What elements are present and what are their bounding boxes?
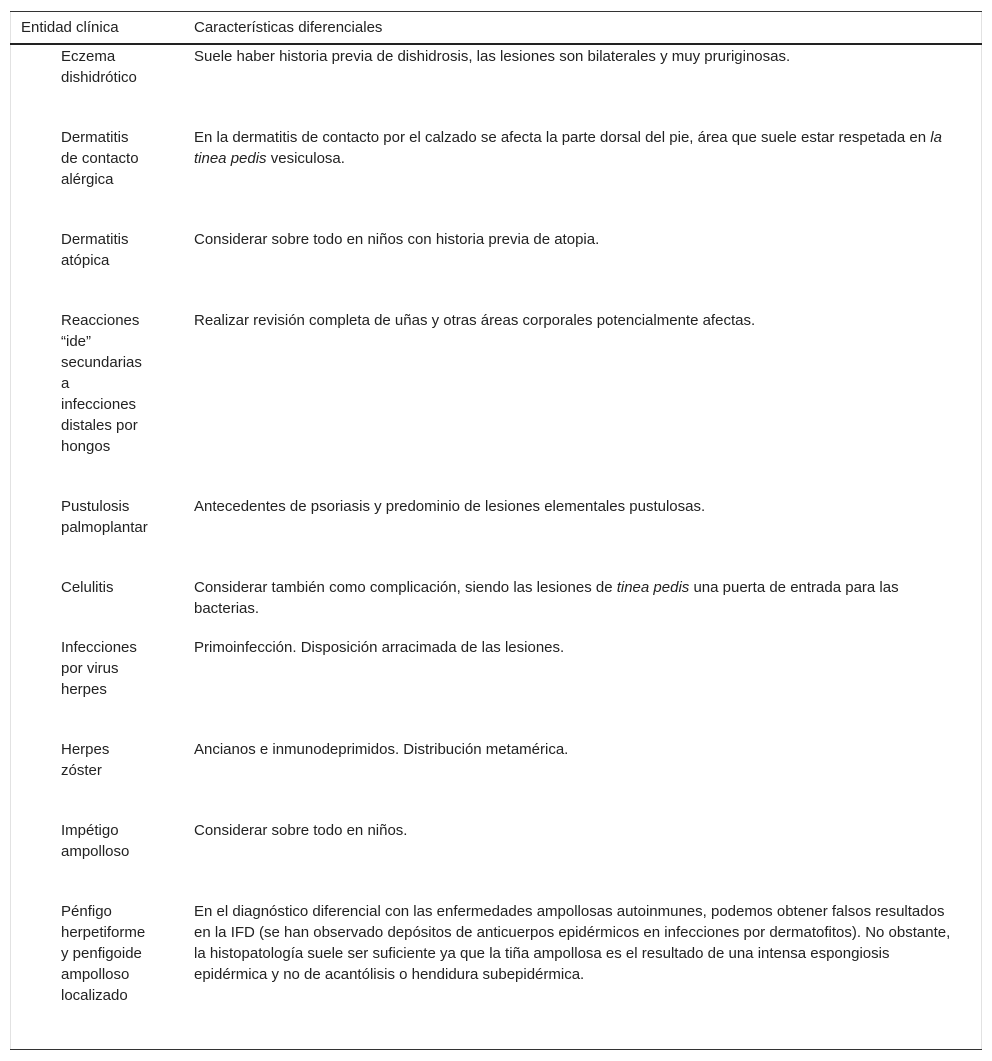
header-features: Características diferenciales [194,19,383,36]
features-text: En el diagnóstico diferencial con las enfermedades ampollosas autoinmunes, podemos obtener falsos resultados en la IFD (se han observado depósitos de anticuerpos epidérmicos en infecciones por dermatofitos). No obstante, la histopatología suele ser suficiente ya que la tiña ampollosa es el resultado de una intensa espongiosis epidérmica y no de acantólisis o hendidura subepidérmica. [194,903,951,983]
features-text: Realizar revisión completa de uñas y otras áreas corporales potencialmente afectas. [194,312,756,329]
entity-line: por virus [61,660,119,677]
table-top-rule [10,11,982,12]
features-cell [194,901,964,985]
entity-cell [61,496,161,538]
entity-line: Reacciones [61,312,140,329]
features-text: Considerar sobre todo en niños con historia previa de atopia. [194,231,600,248]
entity-line: ampolloso [61,966,130,983]
entity-cell [61,310,161,457]
entity-cell [61,577,161,598]
entity-line: ampolloso [61,843,130,860]
entity-line: y penfigoide [61,945,142,962]
entity-line: Dermatitis [61,129,129,146]
table-bottom-rule [10,1049,982,1050]
features-cell [194,496,964,517]
features-text: Ancianos e inmunodeprimidos. Distribución metamérica. [194,741,569,758]
entity-line: zóster [61,762,102,779]
features-cell [194,820,964,841]
header-rule [10,43,982,45]
features-italic: la tinea pedis [194,129,942,167]
entity-line: Pustulosis [61,498,130,515]
entity-cell [61,127,161,190]
entity-line: de contacto [61,150,139,167]
entity-line: Infecciones [61,639,137,656]
features-text: Considerar sobre todo en niños. [194,822,408,839]
features-text: Considerar también como complicación, siendo las lesiones de [194,579,617,596]
features-text: En la dermatitis de contacto por el calzado se afecta la parte dorsal del pie, área que suele estar respetada en [194,129,931,146]
entity-line: distales por [61,417,138,434]
features-text-after: una puerta de entrada para las bacterias. [194,579,899,617]
entity-cell [61,820,161,862]
header-entity: Entidad clínica [21,19,119,36]
features-cell [194,46,964,67]
entity-line: Dermatitis [61,231,129,248]
entity-line: dishidrótico [61,69,137,86]
features-text-after: vesiculosa. [266,150,345,167]
features-text: Suele haber historia previa de dishidrosis, las lesiones son bilaterales y muy pruriginosas. [194,48,791,65]
entity-cell [61,901,161,1006]
entity-cell [61,229,161,271]
entity-line: Herpes [61,741,110,758]
features-cell [194,637,964,658]
entity-line: a [61,375,70,392]
features-text: Primoinfección. Disposición arracimada de las lesiones. [194,639,565,656]
features-cell [194,739,964,760]
entity-line: “ide” [61,333,92,350]
entity-cell [61,739,161,781]
entity-line: localizado [61,987,128,1004]
features-cell [194,310,964,331]
entity-line: Eczema [61,48,116,65]
entity-line: Impétigo [61,822,119,839]
entity-line: hongos [61,438,111,455]
entity-cell [61,637,161,700]
entity-line: Pénfigo [61,903,112,920]
features-cell [194,229,964,250]
features-cell [194,127,964,169]
entity-line: infecciones [61,396,137,413]
entity-line: alérgica [61,171,114,188]
entity-line: herpes [61,681,107,698]
entity-line: secundarias [61,354,142,371]
entity-line: palmoplantar [61,519,148,536]
entity-line: Celulitis [61,579,114,596]
entity-line: herpetiforme [61,924,146,941]
features-text: Antecedentes de psoriasis y predominio de lesiones elementales pustulosas. [194,498,706,515]
features-cell [194,577,964,619]
features-italic: tinea pedis [616,579,690,596]
entity-line: atópica [61,252,110,269]
entity-cell [61,46,161,88]
